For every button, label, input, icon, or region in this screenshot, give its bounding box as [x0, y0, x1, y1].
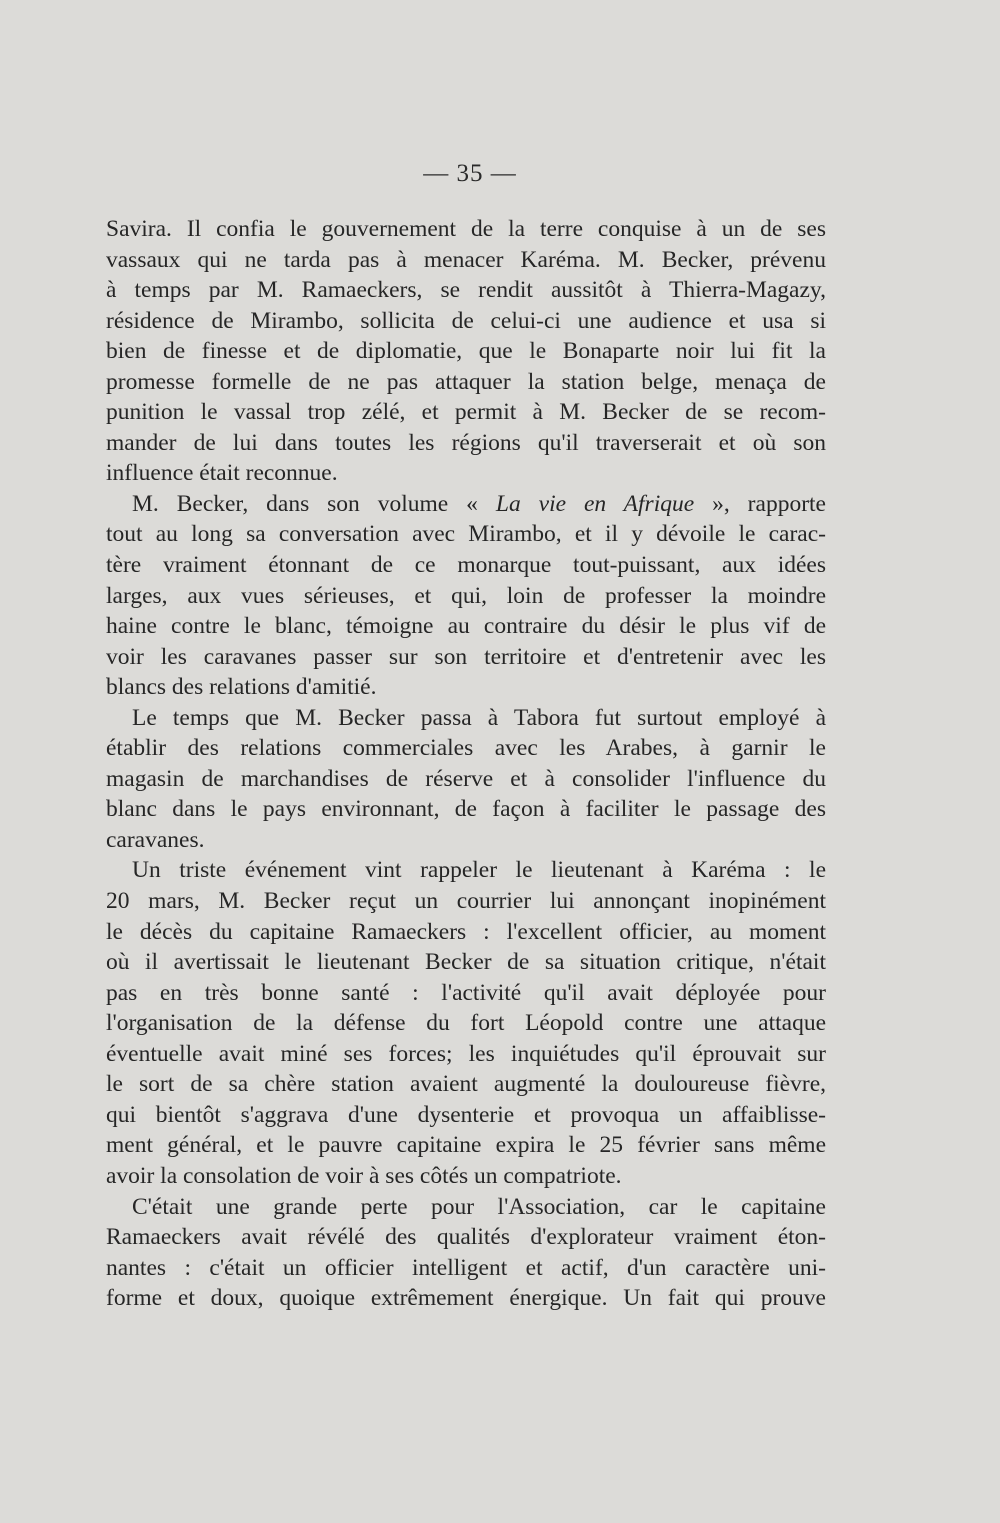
text-segment: M. Becker, dans son volume «	[132, 490, 496, 517]
text-line: 20 mars, M. Becker reçut un courrier lui annonçant inopinément	[106, 888, 826, 915]
text-line: influence était reconnue.	[106, 460, 338, 487]
text-line: où il avertissait le lieutenant Becker de sa situation critique, n'était	[106, 949, 826, 976]
text-segment: », rapporte	[694, 490, 826, 517]
text-line: blanc dans le pays environnant, de façon à faciliter le passage des	[106, 796, 826, 823]
text-line: établir des relations commerciales avec les Arabes, à garnir le	[106, 735, 826, 762]
text-line: Le temps que M. Becker passa à Tabora fut surtout employé à	[132, 704, 826, 731]
text-line: promesse formelle de ne pas attaquer la station belge, menaça de	[106, 368, 826, 395]
text-line: Savira. Il confia le gouvernement de la terre conquise à un de ses	[106, 216, 826, 242]
text-line: tère vraiment étonnant de ce monarque tout-puissant, aux idées	[106, 552, 826, 579]
text-line: Ramaeckers avait révélé des qualités d'explorateur vraiment éton-	[106, 1224, 826, 1251]
text-line: ment général, et le pauvre capitaine expira le 25 février sans même	[106, 1132, 826, 1159]
text-line: larges, aux vues sérieuses, et qui, loin de professer la moindre	[106, 582, 826, 609]
text-line: blancs des relations d'amitié.	[106, 674, 377, 701]
text-line: voir les caravanes passer sur son territoire et d'entretenir avec les	[106, 643, 826, 670]
paragraph	[106, 1192, 826, 1314]
paragraph	[106, 214, 826, 489]
text-line: éventuelle avait miné ses forces; les inquiétudes qu'il éprouvait sur	[106, 1040, 826, 1067]
text-line: tout au long sa conversation avec Mirambo, et il y dévoile le carac-	[106, 521, 826, 548]
text-line: mander de lui dans toutes les régions qu'il traverserait et où son	[106, 429, 826, 456]
text-line: punition le vassal trop zélé, et permit à M. Becker de se recom-	[106, 399, 826, 426]
text-line: l'organisation de la défense du fort Léopold contre une attaque	[106, 1010, 826, 1037]
text-line: bien de finesse et de diplomatie, que le Bonaparte noir lui fit la	[106, 338, 826, 365]
text-line: haine contre le blanc, témoigne au contraire du désir le plus vif de	[106, 613, 826, 640]
book-title: La vie en Afrique	[495, 490, 695, 517]
text-line: le décès du capitaine Ramaeckers : l'excellent officier, au moment	[106, 918, 826, 945]
text-line: avoir la consolation de voir à ses côtés un compatriote.	[106, 1162, 622, 1189]
text-line: C'était une grande perte pour l'Association, car le capitaine	[132, 1193, 826, 1220]
text-line: caravanes.	[106, 826, 205, 853]
paragraph	[106, 855, 826, 1191]
text-line: pas en très bonne santé : l'activité qu'il avait déployée pour	[106, 979, 826, 1006]
text-line: le sort de sa chère station avaient augmenté la douloureuse fièvre,	[106, 1071, 826, 1098]
text-line: à temps par M. Ramaeckers, se rendit aussitôt à Thierra-Magazy,	[106, 277, 826, 304]
text-line: Un triste événement vint rappeler le lieutenant à Karéma : le	[132, 857, 826, 884]
text-line	[106, 489, 826, 520]
text-line: nantes : c'était un officier intelligent et actif, d'un caractère uni-	[106, 1254, 826, 1281]
text-line: qui bientôt s'aggrava d'une dysenterie et provoqua un affaiblisse-	[106, 1101, 826, 1128]
text-line: forme et doux, quoique extrêmement énergique. Un fait qui prouve	[106, 1285, 826, 1312]
paragraph	[106, 489, 826, 703]
page-number: — 35 —	[423, 160, 517, 187]
body-text	[106, 214, 826, 1314]
text-line: vassaux qui ne tarda pas à menacer Karéma. M. Becker, prévenu	[106, 246, 826, 273]
text-line: magasin de marchandises de réserve et à consolider l'influence du	[106, 765, 826, 792]
paragraph	[106, 703, 826, 856]
text-line: résidence de Mirambo, sollicita de celui-ci une audience et usa si	[106, 307, 826, 334]
